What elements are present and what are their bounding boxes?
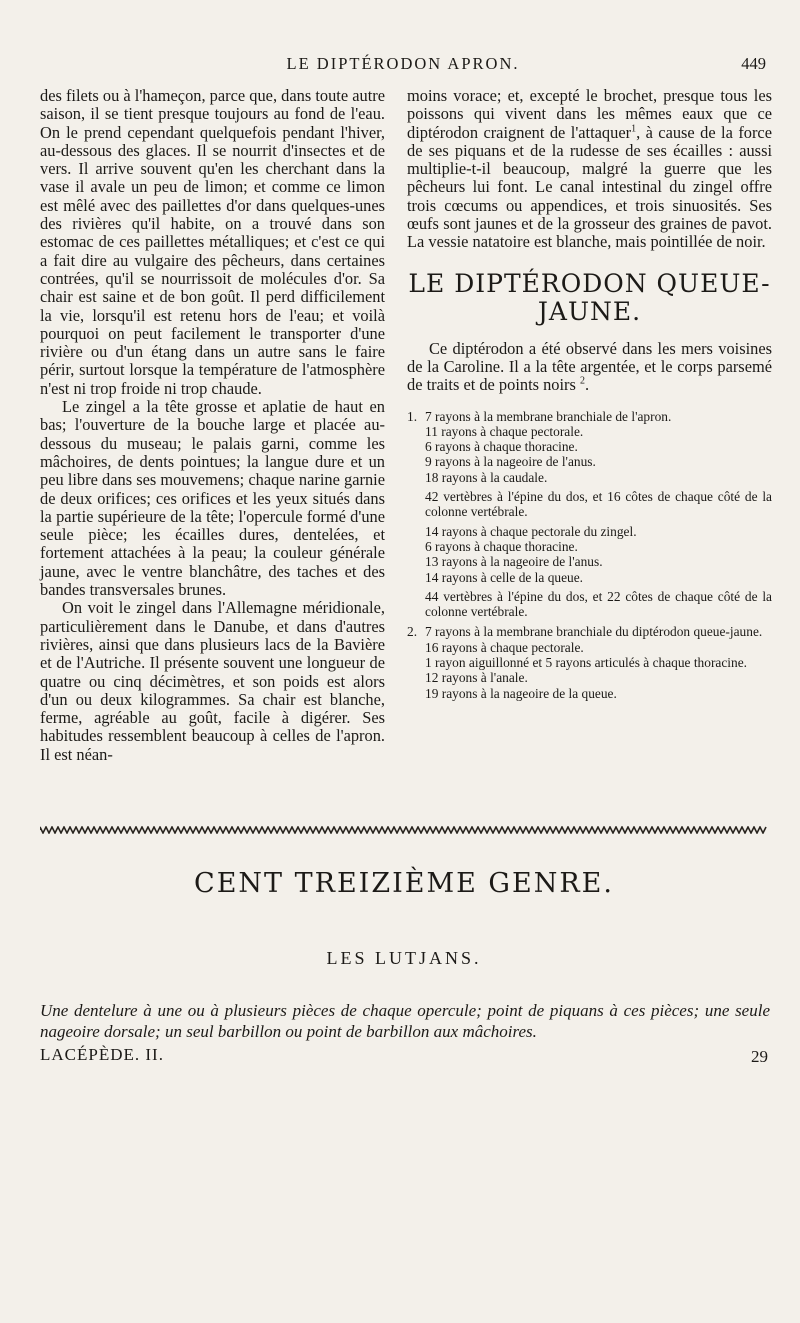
footnote-number: 2. (407, 624, 418, 640)
right-paragraph-2-end: . (585, 375, 590, 395)
footnote-line: 9 rayons à la nageoire de l'anus. (425, 454, 596, 470)
footnote-line: 6 rayons à chaque thoracine. (425, 538, 578, 554)
footnote-line: 6 rayons à chaque thoracine. (425, 439, 578, 455)
right-paragraph-2-text: Ce diptérodon a été observé dans les mers voisines de la Caroline. Il a la tête argentée, et le corps parsemé de traits et de points noirs (407, 338, 772, 395)
running-title: LE DIPTÉRODON APRON. (286, 54, 520, 73)
footnote-line: 1 rayon aiguillonné et 5 rayons articulés à chaque thoracine. (425, 655, 747, 671)
genre-description: Une dentelure à une ou à plusieurs pièces de chaque opercule; point de piquans à ces pièces; une seule nageoire dorsale; un seul barbillon ou point de barbillon aux mâchoires. (40, 1001, 770, 1041)
left-paragraph-1: des filets ou à l'hameçon, parce que, dans toute autre saison, il se tient presque toujours au fond de l'eau. On le prend cependant quelquefois pendant l'hiver, au-dessous des glaces. Il se nourrit d'insectes et de vers. Il arrive souvent qu'en les cherchant dans la vase il avale un peu de limon; et comme ce limon est mêlé avec des paillettes d'or dans quelques-unes des rivières qu'il habite, on a trouvé dans son estomac de ces paillettes métalliques; et c'est ce qui a fait dire au vulgaire des pêcheurs, dans certaines contrées, qu'il se nourrissoit de molécules d'or. Sa chair est saine et de bon goût. Il perd difficilement la vie, lorsqu'il est retenu hors de l'eau; et voilà pourquoi on peut facilement le transporter d'une rivière ou d'un étang dans un autre sans le faire périr, surtout lorsque la température de l'atmosphère n'est ni trop froide ni trop chaude. (40, 86, 385, 398)
footnote-line: 7 rayons à la membrane branchiale du diptérodon queue-jaune. (425, 624, 763, 640)
running-header (40, 50, 766, 78)
footnote-body (425, 409, 772, 620)
right-column (407, 87, 772, 706)
section-title (407, 270, 772, 326)
wavy-rule-icon (40, 826, 768, 834)
footnote-line: 18 rayons à la caudale. (425, 469, 548, 485)
footnote-line: 11 rayons à chaque pectorale. (425, 423, 584, 439)
footnote (407, 409, 772, 620)
footnote-line: 14 rayons à chaque pectorale du zingel. (425, 523, 637, 539)
footnote-line: 13 rayons à la nageoire de l'anus. (425, 554, 603, 570)
right-paragraph-1 (407, 87, 772, 252)
right-paragraph-2 (407, 340, 772, 395)
footnote-body (425, 624, 772, 700)
footnote-line: 19 rayons à la nageoire de la queue. (425, 685, 617, 701)
footnotes (407, 409, 772, 701)
footnote-mark-1: 1 (631, 123, 637, 135)
family-title: LES LUTJANS. (326, 948, 482, 968)
footnote-line: 44 vertèbres à l'épine du dos, et 22 côtes de chaque côté de la colonne vertébrale. (425, 588, 772, 620)
genre-title: CENT TREIZIÈME GENRE. (194, 868, 614, 899)
left-paragraph-3: On voit le zingel dans l'Allemagne méridionale, particulièrement dans le Danube, et dans d'autres rivières, ainsi que dans plusieurs lacs de la Bavière et de l'Autriche. Il présente souvent une longueur de quatre ou cinq décimètres, et son poids est alors d'un ou deux kilogrammes. Sa chair est blanche, ferme, agréable au goût, facile à digérer. Ses habitudes ressemblent beaucoup à celles de l'apron. Il est néan- (40, 598, 385, 764)
page-number: 449 (741, 54, 766, 73)
footer-author: LACÉPÈDE. II. (40, 1045, 164, 1064)
footnote-number: 1. (407, 408, 418, 424)
right-paragraph-1-text: moins vorace; et, excepté le brochet, presque tous les poissons qui vivent dans les mêmes eaux que ce diptérodon craignent de l'attaquer (407, 86, 772, 142)
footnote-line: 14 rayons à celle de la queue. (425, 569, 584, 585)
right-paragraph-1-text-cont: , à cause de la force de ses piquans et de la rudesse de ses écailles : aussi multiplie-t-il beaucoup, malgré la guerre que les pêcheurs lui font. Le canal intestinal du zingel offre trois cœcums ou appendices, et trois sinuosités. Ses œufs sont jaunes et de la grosseur des graines de pavot. La vessie natatoire est blanche, mais pointillée de noir. (407, 122, 772, 252)
section-title-line-1: LE DIPTÉRODON QUEUE- (408, 268, 771, 298)
footnote-line: 7 rayons à la membrane branchiale de l'apron. (425, 408, 672, 424)
footnote-line: 42 vertèbres à l'épine du dos, et 16 côtes de chaque côté de la colonne vertébrale. (425, 489, 772, 520)
left-column (40, 87, 385, 764)
section-title-line-2: JAUNE. (537, 296, 642, 326)
ornamental-divider (40, 826, 768, 834)
footnote-line: 12 rayons à l'anale. (425, 670, 528, 686)
left-paragraph-2: Le zingel a la tête grosse et aplatie de haut en bas; l'ouverture de la bouche large et placée au-dessous du museau; le palais garni, comme les mâchoires, de dents pointues; la langue dure et un peu libre dans ses mouvemens; chaque narine garnie de deux orifices; ces orifices et les yeux situés dans la partie supérieure de la tête; l'opercule formé d'une seule pièce; les écailles dures, dentelées, et fortement attachées à la peau; la couleur générale jaune, avec le ventre blanchâtre, des taches et des bandes transversales brunes. (40, 397, 385, 600)
sheet-signature: 29 (751, 1047, 768, 1066)
footnote (407, 624, 772, 700)
footnote-line: 16 rayons à chaque pectorale. (425, 639, 584, 655)
footnote-mark-2: 2 (580, 375, 585, 387)
